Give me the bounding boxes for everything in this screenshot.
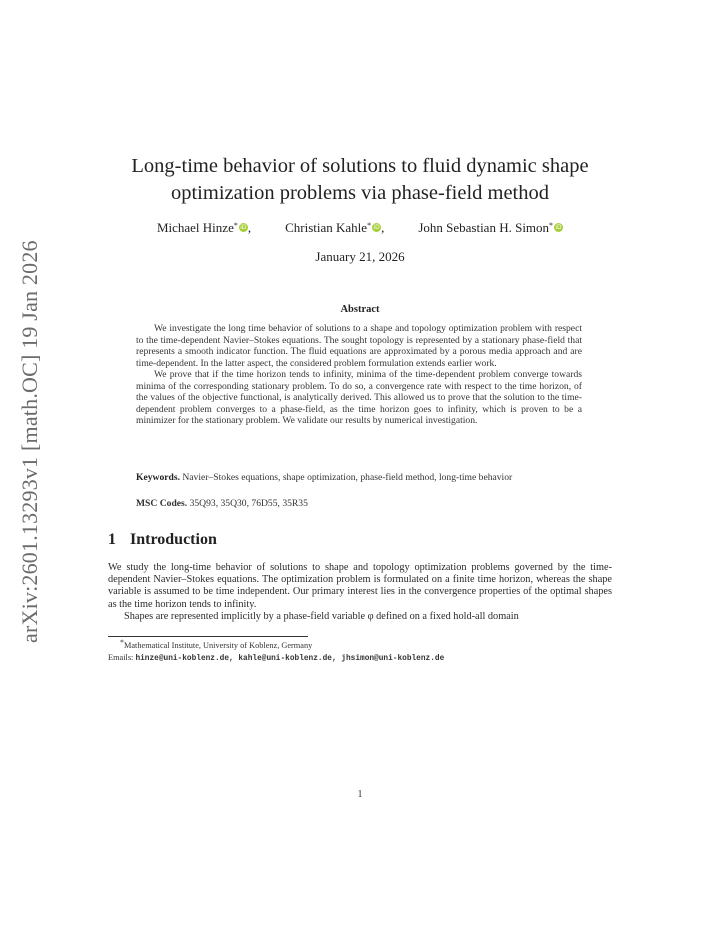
keywords bbox=[136, 472, 582, 484]
title-line-1: Long-time behavior of solutions to fluid dynamic shape bbox=[131, 155, 589, 177]
abstract-body bbox=[136, 323, 582, 427]
page-number: 1 bbox=[357, 789, 363, 800]
footnote-mark: * bbox=[120, 638, 124, 647]
orcid-icon[interactable]: iD bbox=[240, 223, 247, 231]
section-title: Introduction bbox=[130, 531, 217, 548]
footnote-emails-line bbox=[108, 652, 628, 665]
abstract-paragraph-2: We prove that if the time horizon tends to infinity, minima of the time-dependent problem converge towards minima of the corresponding stationary problem. To do so, a convergence rate with respect to the time horizon, of the values of the objective functional, is analytically derived. This allowed us to prove that the solution to the time-dependent problem converges to a phase-field, as the time horizon goes to infinity, which is proven to be a minimizer for the stationary problem. We validate our results by numerical investigation. bbox=[136, 369, 582, 426]
paper-title bbox=[100, 153, 620, 207]
author-list bbox=[100, 220, 620, 236]
abstract-paragraph-1: We investigate the long time behavior of solutions to a shape and topology optimization problem with respect to the time-dependent Navier–Stokes equations. The sought topology is represented by a stationary phase-field that represents a smooth indicator function. The fluid equations are approximated by a porous media approach and are time-dependent. In the latter aspect, the considered problem formulation extends earlier work. bbox=[136, 323, 582, 369]
author-name: Michael Hinze bbox=[156, 220, 234, 235]
arxiv-identifier: arXiv:2601.13293v1 [math.OC] 19 Jan 2026 bbox=[17, 240, 42, 643]
msc-codes bbox=[136, 498, 582, 509]
author-kahle bbox=[285, 220, 384, 236]
keywords-text: Navier–Stokes equations, shape optimization, phase-field method, long-time behavior bbox=[182, 472, 513, 483]
email-addresses[interactable]: hinze@uni-koblenz.de, kahle@uni-koblenz.de, jhsimon@uni-koblenz.de bbox=[135, 655, 445, 663]
affiliation-mark: * bbox=[233, 220, 238, 230]
affiliation-mark: * bbox=[549, 220, 554, 230]
footnote-rule bbox=[108, 636, 308, 637]
publication-date: January 21, 2026 bbox=[315, 249, 405, 264]
affiliation-mark: * bbox=[367, 220, 372, 230]
section-number: 1 bbox=[108, 531, 116, 548]
footnote-affiliation-line bbox=[108, 640, 628, 652]
author-name: John Sebastian H. Simon bbox=[418, 220, 550, 235]
abstract-heading: Abstract bbox=[340, 304, 380, 315]
intro-paragraph-2: Shapes are represented implicitly by a phase-field variable φ defined on a fixed hold-all domain bbox=[124, 610, 519, 622]
author-simon bbox=[418, 220, 563, 236]
author-separator: , bbox=[381, 220, 385, 235]
msc-label: MSC Codes. bbox=[136, 498, 188, 509]
msc-text: 35Q93, 35Q30, 76D55, 35R35 bbox=[189, 498, 308, 509]
author-separator: , bbox=[247, 220, 252, 235]
intro-body bbox=[108, 562, 612, 623]
orcid-icon[interactable]: iD bbox=[373, 223, 380, 231]
orcid-icon[interactable]: iD bbox=[555, 223, 562, 231]
intro-paragraph-1: We study the long-time behavior of solutions to shape and topology optimization problems governed by the time-dependent Navier–Stokes equations. The optimization problem is formulated on a finite time horizon, whereas the shape variable is assumed to be time independent. Our primary interest lies in the convergence properties of the optimal shapes as the time horizon tends to infinity. bbox=[108, 562, 612, 610]
title-line-2: optimization problems via phase-field method bbox=[170, 182, 550, 204]
emails-label: Emails: bbox=[108, 653, 134, 662]
author-hinze bbox=[157, 220, 251, 236]
author-name: Christian Kahle bbox=[285, 220, 368, 235]
footnote bbox=[108, 640, 628, 665]
footnote-affiliation: Mathematical Institute, University of Koblenz, Germany bbox=[124, 641, 313, 650]
section-heading bbox=[108, 531, 217, 549]
keywords-label: Keywords. bbox=[136, 472, 180, 483]
